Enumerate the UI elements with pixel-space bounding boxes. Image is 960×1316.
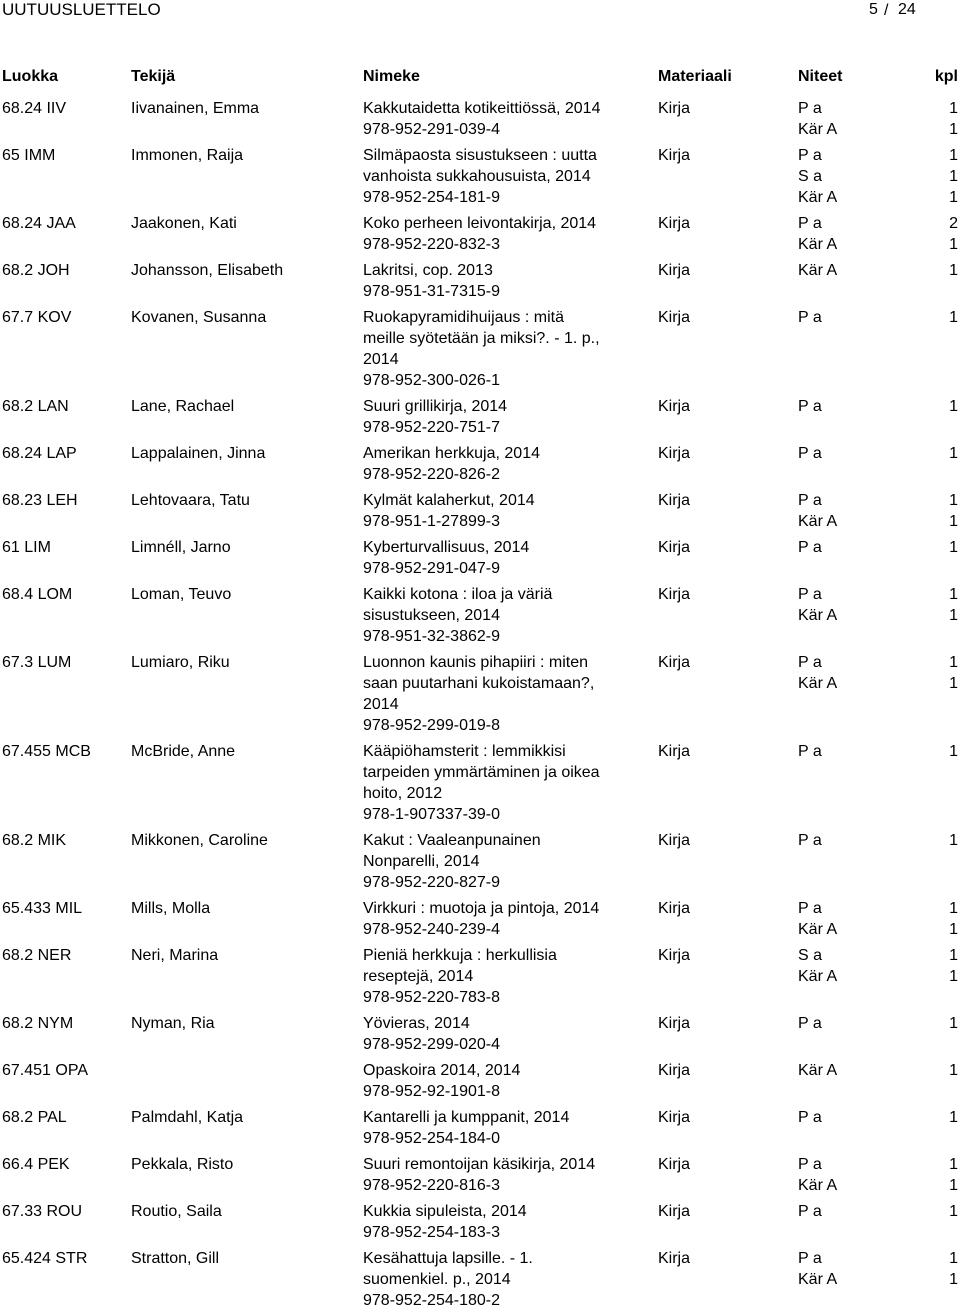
material-label: Kirja [658,539,691,556]
isbn-line: 978-952-220-832-3 [363,236,500,253]
title-line: Kantarelli ja kumppanit, 2014 [363,1109,570,1126]
copy-count: 1 [949,121,958,138]
author-name: Limnéll, Jarno [131,539,231,556]
copy-count: 1 [949,100,958,117]
copy-location: P a [798,215,822,232]
catalog-table [0,98,960,1316]
copy-location: Kär A [798,513,838,530]
title-line: Silmäpaosta sisustukseen : uutta [363,147,597,164]
title-line: Amerikan herkkuja, 2014 [363,445,540,462]
class-code: 66.4 PEK [2,1156,70,1173]
copies-block [798,1201,918,1222]
column-header-notes: Niteet [798,68,843,85]
copies-block [798,396,918,417]
title-block [363,1248,643,1311]
column-header-title: Nimeke [363,68,420,85]
title-line: reseptejä, 2014 [363,968,474,985]
author-name: Kovanen, Susanna [131,309,267,326]
material-label: Kirja [658,586,691,603]
title-block [363,652,643,736]
copies-block [798,260,918,281]
table-row [0,945,960,1013]
copy-count: 1 [949,1062,958,1079]
title-block [363,1107,643,1149]
isbn-line: 978-952-254-180-2 [363,1292,500,1309]
table-row [0,260,960,307]
copy-count: 1 [949,189,958,206]
copy-count: 1 [949,1203,958,1220]
class-code: 65.433 MIL [2,900,83,917]
copy-location: P a [798,1156,822,1173]
title-block [363,1154,643,1196]
copies-block [798,1107,918,1128]
quantity-block [928,213,958,255]
copy-location: P a [798,1015,822,1032]
material-label: Kirja [658,900,691,917]
author-name: Iivanainen, Emma [131,100,260,117]
quantity-block [928,1154,958,1196]
material-label: Kirja [658,1203,691,1220]
class-code: 67.7 KOV [2,309,72,326]
title-block [363,1201,643,1243]
copy-location: P a [798,1250,822,1267]
copy-count: 1 [949,1250,958,1267]
quantity-block [928,1201,958,1222]
author-name: Lane, Rachael [131,398,235,415]
quantity-block [928,443,958,464]
table-row [0,830,960,898]
table-row [0,1248,960,1316]
title-line: Kukkia sipuleista, 2014 [363,1203,527,1220]
material-label: Kirja [658,1015,691,1032]
copies-block [798,490,918,532]
author-name: Stratton, Gill [131,1250,220,1267]
title-line: Kyberturvallisuus, 2014 [363,539,530,556]
copies-block [798,307,918,328]
table-row [0,98,960,145]
title-line: Pieniä herkkuja : herkullisia [363,947,557,964]
quantity-block [928,652,958,694]
table-row [0,396,960,443]
copy-location: P a [798,654,822,671]
material-label: Kirja [658,398,691,415]
document-title: UUTUUSLUETTELO [2,0,161,19]
copy-location: Kär A [798,1177,838,1194]
copy-count: 1 [949,513,958,530]
table-row [0,1107,960,1154]
author-name: Lumiaro, Riku [131,654,230,671]
isbn-line: 978-952-254-181-9 [363,189,500,206]
title-line: Kääpiöhamsterit : lemmikkisi [363,743,566,760]
class-code: 67.3 LUM [2,654,72,671]
isbn-line: 978-952-220-826-2 [363,466,500,483]
isbn-line: 978-952-220-751-7 [363,419,500,436]
author-name: Palmdahl, Katja [131,1109,244,1126]
class-code: 67.451 OPA [2,1062,88,1079]
copy-location: P a [798,1109,822,1126]
copy-count: 1 [949,309,958,326]
class-code: 68.4 LOM [2,586,73,603]
copies-block [798,741,918,762]
isbn-line: 978-952-254-183-3 [363,1224,500,1241]
material-label: Kirja [658,262,691,279]
title-line: 2014 [363,696,399,713]
class-code: 68.23 LEH [2,492,78,509]
copies-block [798,1013,918,1034]
class-code: 65.424 STR [2,1250,88,1267]
copy-count: 1 [949,586,958,603]
copies-block [798,443,918,464]
copy-location: P a [798,586,822,603]
material-label: Kirja [658,309,691,326]
table-row [0,1201,960,1248]
table-row [0,898,960,945]
quantity-block [928,1248,958,1290]
material-label: Kirja [658,743,691,760]
title-line: suomenkiel. p., 2014 [363,1271,511,1288]
copy-location: P a [798,900,822,917]
copy-location: P a [798,147,822,164]
quantity-block [928,898,958,940]
title-block [363,1060,643,1102]
title-block [363,260,643,302]
table-row [0,443,960,490]
table-row [0,1013,960,1060]
title-line: Kylmät kalaherkut, 2014 [363,492,535,509]
quantity-block [928,945,958,987]
title-block [363,396,643,438]
page-separator: / [884,2,889,19]
isbn-line: 978-951-1-27899-3 [363,513,500,530]
copy-count: 1 [949,654,958,671]
material-label: Kirja [658,1109,691,1126]
title-line: tarpeiden ymmärtäminen ja oikea [363,764,600,781]
material-label: Kirja [658,445,691,462]
title-block [363,1013,643,1055]
title-line: saan puutarhani kukoistamaan?, [363,675,595,692]
copy-location: P a [798,398,822,415]
title-line: Ruokapyramidihuijaus : mitä [363,309,564,326]
isbn-line: 978-952-220-783-8 [363,989,500,1006]
material-label: Kirja [658,147,691,164]
copies-block [798,98,918,140]
class-code: 68.2 LAN [2,398,69,415]
table-row [0,741,960,830]
copy-location: Kär A [798,1062,838,1079]
title-line: vanhoista sukkahousuista, 2014 [363,168,591,185]
title-line: Nonparelli, 2014 [363,853,480,870]
copy-count: 1 [949,607,958,624]
author-name: Neri, Marina [131,947,219,964]
title-block [363,830,643,893]
isbn-line: 978-952-254-184-0 [363,1130,500,1147]
title-block [363,490,643,532]
isbn-line: 978-952-300-026-1 [363,372,500,389]
title-line: Koko perheen leivontakirja, 2014 [363,215,597,232]
copies-block [798,898,918,940]
copy-location: P a [798,100,822,117]
copy-count: 1 [949,492,958,509]
copy-location: P a [798,309,822,326]
copy-count: 1 [949,147,958,164]
table-row [0,145,960,213]
copy-count: 1 [949,968,958,985]
author-name: Mills, Molla [131,900,211,917]
copy-location: S a [798,947,823,964]
copy-location: P a [798,832,822,849]
title-line: Virkkuri : muotoja ja pintoja, 2014 [363,900,600,917]
isbn-line: 978-952-220-827-9 [363,874,500,891]
isbn-line: 978-951-32-3862-9 [363,628,500,645]
copy-count: 1 [949,921,958,938]
title-block [363,443,643,485]
quantity-block [928,490,958,532]
copy-count: 2 [949,215,958,232]
title-block [363,98,643,140]
copy-location: Kär A [798,1271,838,1288]
column-header-material: Materiaali [658,68,732,85]
copies-block [798,652,918,694]
copy-location: P a [798,445,822,462]
title-line: Suuri grillikirja, 2014 [363,398,508,415]
table-row [0,213,960,260]
copy-count: 1 [949,900,958,917]
material-label: Kirja [658,100,691,117]
isbn-line: 978-952-291-039-4 [363,121,500,138]
copies-block [798,213,918,255]
copy-location: Kär A [798,675,838,692]
column-header-quantity: kpl [934,68,958,85]
page-header [0,0,960,22]
copy-count: 1 [949,539,958,556]
copy-location: S a [798,168,823,185]
title-line: Kakkutaidetta kotikeittiössä, 2014 [363,100,601,117]
table-row [0,537,960,584]
isbn-line: 978-952-291-047-9 [363,560,500,577]
title-line: Lakritsi, cop. 2013 [363,262,493,279]
title-line: Luonnon kaunis pihapiiri : miten [363,654,589,671]
copy-count: 1 [949,832,958,849]
author-name: Johansson, Elisabeth [131,262,284,279]
quantity-block [928,537,958,558]
table-row [0,1060,960,1107]
title-block [363,213,643,255]
author-name: Mikkonen, Caroline [131,832,268,849]
copy-count: 1 [949,398,958,415]
table-row [0,652,960,741]
table-row [0,490,960,537]
quantity-block [928,1013,958,1034]
copy-count: 1 [949,1271,958,1288]
table-row [0,1154,960,1201]
copies-block [798,537,918,558]
copy-count: 1 [949,675,958,692]
page-total: 24 [898,1,916,18]
title-line: 2014 [363,351,399,368]
title-block [363,537,643,579]
material-label: Kirja [658,215,691,232]
class-code: 68.24 IIV [2,100,67,117]
material-label: Kirja [658,1250,691,1267]
author-name: Immonen, Raija [131,147,244,164]
copy-location: P a [798,1203,822,1220]
copy-location: P a [798,743,822,760]
title-line: sisustukseen, 2014 [363,607,500,624]
class-code: 68.2 NYM [2,1015,74,1032]
quantity-block [928,741,958,762]
author-name: Jaakonen, Kati [131,215,237,232]
isbn-line: 978-952-92-1901-8 [363,1083,500,1100]
copy-location: Kär A [798,121,838,138]
copies-block [798,1154,918,1196]
copies-block [798,1248,918,1290]
table-row [0,584,960,652]
copy-count: 1 [949,445,958,462]
title-line: Kakut : Vaaleanpunainen [363,832,541,849]
quantity-block [928,584,958,626]
isbn-line: 978-952-240-239-4 [363,921,500,938]
author-name: Pekkala, Risto [131,1156,234,1173]
page-number: 5 [869,1,878,18]
material-label: Kirja [658,492,691,509]
copy-count: 1 [949,1109,958,1126]
copies-block [798,1060,918,1081]
class-code: 67.455 MCB [2,743,91,760]
copy-count: 1 [949,168,958,185]
author-name: McBride, Anne [131,743,236,760]
material-label: Kirja [658,654,691,671]
title-block [363,307,643,391]
class-code: 68.2 JOH [2,262,70,279]
quantity-block [928,396,958,417]
title-line: hoito, 2012 [363,785,443,802]
title-block [363,741,643,825]
title-line: Opaskoira 2014, 2014 [363,1062,521,1079]
copy-location: P a [798,492,822,509]
class-code: 68.2 PAL [2,1109,67,1126]
title-line: Yövieras, 2014 [363,1015,470,1032]
class-code: 67.33 ROU [2,1203,83,1220]
author-name: Loman, Teuvo [131,586,232,603]
isbn-line: 978-951-31-7315-9 [363,283,500,300]
title-line: Suuri remontoijan käsikirja, 2014 [363,1156,596,1173]
class-code: 65 IMM [2,147,56,164]
copy-location: Kär A [798,236,838,253]
material-label: Kirja [658,832,691,849]
quantity-block [928,1060,958,1081]
isbn-line: 978-952-220-816-3 [363,1177,500,1194]
copy-count: 1 [949,1156,958,1173]
author-name: Lappalainen, Jinna [131,445,266,462]
class-code: 68.24 JAA [2,215,76,232]
quantity-block [928,1107,958,1128]
copy-count: 1 [949,947,958,964]
copies-block [798,945,918,987]
copy-count: 1 [949,1177,958,1194]
isbn-line: 978-1-907337-39-0 [363,806,500,823]
material-label: Kirja [658,1062,691,1079]
quantity-block [928,145,958,208]
copy-count: 1 [949,262,958,279]
author-name: Routio, Saila [131,1203,222,1220]
class-code: 68.2 NER [2,947,72,964]
copies-block [798,830,918,851]
title-line: Kesähattuja lapsille. - 1. [363,1250,533,1267]
quantity-block [928,260,958,281]
class-code: 68.2 MIK [2,832,67,849]
copy-location: Kär A [798,607,838,624]
column-header-author: Tekijä [131,68,176,85]
author-name: Lehtovaara, Tatu [131,492,250,509]
quantity-block [928,830,958,851]
author-name: Nyman, Ria [131,1015,215,1032]
title-block [363,898,643,940]
copy-location: Kär A [798,921,838,938]
copies-block [798,584,918,626]
quantity-block [928,98,958,140]
copy-count: 1 [949,1015,958,1032]
column-header-class: Luokka [2,68,59,85]
title-block [363,145,643,208]
class-code: 61 LIM [2,539,51,556]
copy-count: 1 [949,743,958,760]
copy-count: 1 [949,236,958,253]
copy-location: Kär A [798,189,838,206]
copy-location: Kär A [798,262,838,279]
quantity-block [928,307,958,328]
material-label: Kirja [658,947,691,964]
copy-location: Kär A [798,968,838,985]
copy-location: P a [798,539,822,556]
title-block [363,584,643,647]
isbn-line: 978-952-299-019-8 [363,717,500,734]
title-line: meille syötetään ja miksi?. - 1. p., [363,330,600,347]
table-header [0,66,960,88]
table-row [0,307,960,396]
material-label: Kirja [658,1156,691,1173]
title-block [363,945,643,1008]
title-line: Kaikki kotona : iloa ja väriä [363,586,553,603]
isbn-line: 978-952-299-020-4 [363,1036,500,1053]
class-code: 68.24 LAP [2,445,77,462]
copies-block [798,145,918,208]
